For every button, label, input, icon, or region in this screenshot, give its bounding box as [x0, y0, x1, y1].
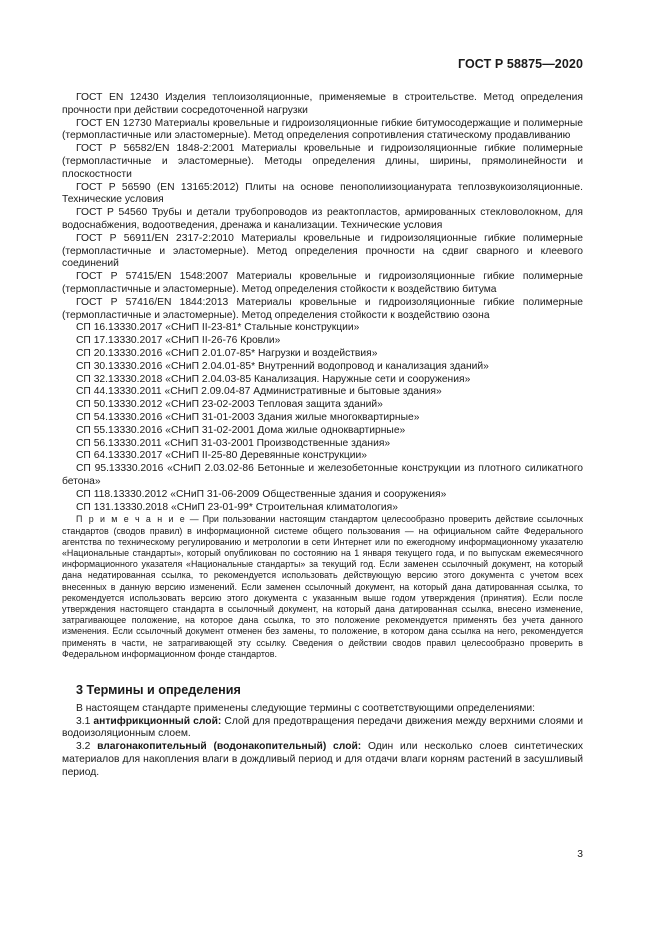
term-number: 3.2: [76, 741, 98, 753]
reference-item: СП 44.13330.2011 «СНиП 2.09.04-87 Административные и бытовые здания»: [76, 386, 442, 398]
note-label: П р и м е ч а н и е: [76, 514, 186, 525]
reference-item: СП 54.13330.2016 «СНиП 31-01-2003 Здания жилые многоквартирные»: [76, 411, 420, 423]
document-header: ГОСТ Р 58875—2020: [457, 57, 583, 71]
reference-item: СП 30.13330.2016 «СНиП 2.04.01-85* Внутренний водопровод и канализация зданий»: [76, 360, 489, 372]
term-number: 3.1: [76, 715, 94, 727]
reference-item: СП 17.13330.2017 «СНиП II-26-76 Кровли»: [76, 335, 281, 347]
normative-references-list: [62, 92, 583, 514]
reference-item: ГОСТ Р 57416/EN 1844:2013 Материалы кровельные и гидроизоляционные гибкие полимерные (термопластичные и эластомерные). Метод определения стойкости к воздействию озона: [62, 296, 583, 321]
reference-item: ГОСТ Р 56911/EN 2317-2:2010 Материалы кровельные и гидроизоляционные гибкие полимерные (термопластичные и эластомерные). Метод определения прочности на сдвиг сварного и клеевого соединений: [62, 232, 583, 270]
note-text: — При пользовании настоящим стандартом целесообразно проверить действие ссылочных стандартов (сводов правил) в информационной системе общего пользования — на официальном сайте Федерального агентства по техническому регулированию и метрологии в сети Интернет или по ежегодному информационному указателю «Национальные стандарты», который опубликован по состоянию на 1 января текущего года, и по выпускам ежемесячного информационного указателя «Национальные стандарты» за текущий год. Если заменен ссылочный документ, на который дана недатированная ссылка, то рекомендуется использовать действующую версию этого документа с учетом всех внесенных в данную версию изменений. Если заменен ссылочный документ, на который дана датированная ссылка, то рекомендуется использовать версию этого документа с указанным выше годом утверждения (принятия). Если после утверждения настоящего стандарта в ссылочный документ, на который дана датированная ссылка, внесено изменение, затрагивающее положение, на которое дана ссылка, то это положение рекомендуется применять без учета данного изменения. Если ссылочный документ отменен без замены, то положение, в котором дана ссылка на него, рекомендуется применять в части, не затрагивающей эту ссылку. Сведения о действии сводов правил целесообразно проверить в Федеральном информационном фонде стандартов.: [62, 514, 584, 659]
reference-item: СП 16.13330.2017 «СНиП II-23-81* Стальные конструкции»: [76, 322, 360, 334]
reference-item: СП 32.13330.2018 «СНиП 2.04.03-85 Канализация. Наружные сети и сооружения»: [76, 373, 471, 385]
reference-item: СП 95.13330.2016 «СНиП 2.03.02-86 Бетонные и железобетонные конструкции из плотного силикатного бетона»: [62, 463, 583, 487]
reference-item: ГОСТ Р 54560 Трубы и детали трубопроводов из реактопластов, армированных стекловолокном, для водоснабжения, водоотведения, дренажа и канализации. Технические условия: [62, 207, 583, 231]
document-body: [62, 92, 583, 780]
section-intro: В настоящем стандарте применены следующие термины с соответствующими определениями:: [76, 702, 536, 714]
note-paragraph: [62, 514, 583, 660]
term-name: антифрикционный слой:: [93, 715, 222, 727]
reference-item: ГОСТ EN 12430 Изделия теплоизоляционные, применяемые в строительстве. Метод определения прочности при действии сосредоточенной нагрузки: [62, 92, 583, 116]
reference-item: ГОСТ Р 56582/EN 1848-2:2001 Материалы кровельные и гидроизоляционные гибкие полимерные (термопластичные и эластомерные). Методы определения длины, ширины, прямолинейности и плоскостности: [62, 143, 583, 180]
reference-item: ГОСТ Р 57415/EN 1548:2007 Материалы кровельные и гидроизоляционные гибкие полимерные (термопластичные и эластомерные). Метод определения стойкости к воздействию битума: [62, 271, 583, 295]
term-definition: Слой для предотвращения передачи движения между верхними слоями и водоизоляционным слоем.: [62, 715, 583, 740]
reference-item: СП 56.13330.2011 «СНиП 31-03-2001 Производственные здания»: [76, 437, 391, 449]
reference-item: ГОСТ Р 56590 (EN 13165:2012) Плиты на основе пенополиизоцианурата теплозвукоизоляционные. Технические условия: [62, 181, 583, 206]
term-definition: Один или несколько слоев синтетических материалов для накопления влаги в дождливый период и для отдачи влаги корням растений в засушливый период.: [62, 741, 583, 778]
reference-item: СП 20.13330.2016 «СНиП 2.01.07-85* Нагрузки и воздействия»: [76, 347, 378, 359]
term-entry: [62, 716, 583, 742]
term-name: влагонакопительный (водонакопительный) слой:: [97, 741, 362, 753]
reference-item: СП 55.13330.2016 «СНиП 31-02-2001 Дома жилые одноквартирные»: [76, 424, 406, 436]
section-heading: 3 Термины и определения: [76, 682, 241, 697]
reference-item: СП 131.13330.2018 «СНиП 23-01-99* Строительная климатология»: [76, 501, 398, 513]
reference-item: ГОСТ EN 12730 Материалы кровельные и гидроизоляционные гибкие битумосодержащие и полимерные (термопластичные или эластомерные). Метод определения сопротивления статическому продавливанию: [62, 117, 583, 142]
reference-item: СП 118.13330.2012 «СНиП 31-06-2009 Общественные здания и сооружения»: [76, 488, 447, 500]
reference-item: СП 64.13330.2017 «СНиП II-25-80 Деревянные конструкции»: [76, 450, 367, 462]
term-entry: [62, 741, 583, 779]
reference-item: СП 50.13330.2012 «СНиП 23-02-2003 Тепловая защита зданий»: [76, 399, 383, 411]
page-number: 3: [577, 849, 583, 860]
